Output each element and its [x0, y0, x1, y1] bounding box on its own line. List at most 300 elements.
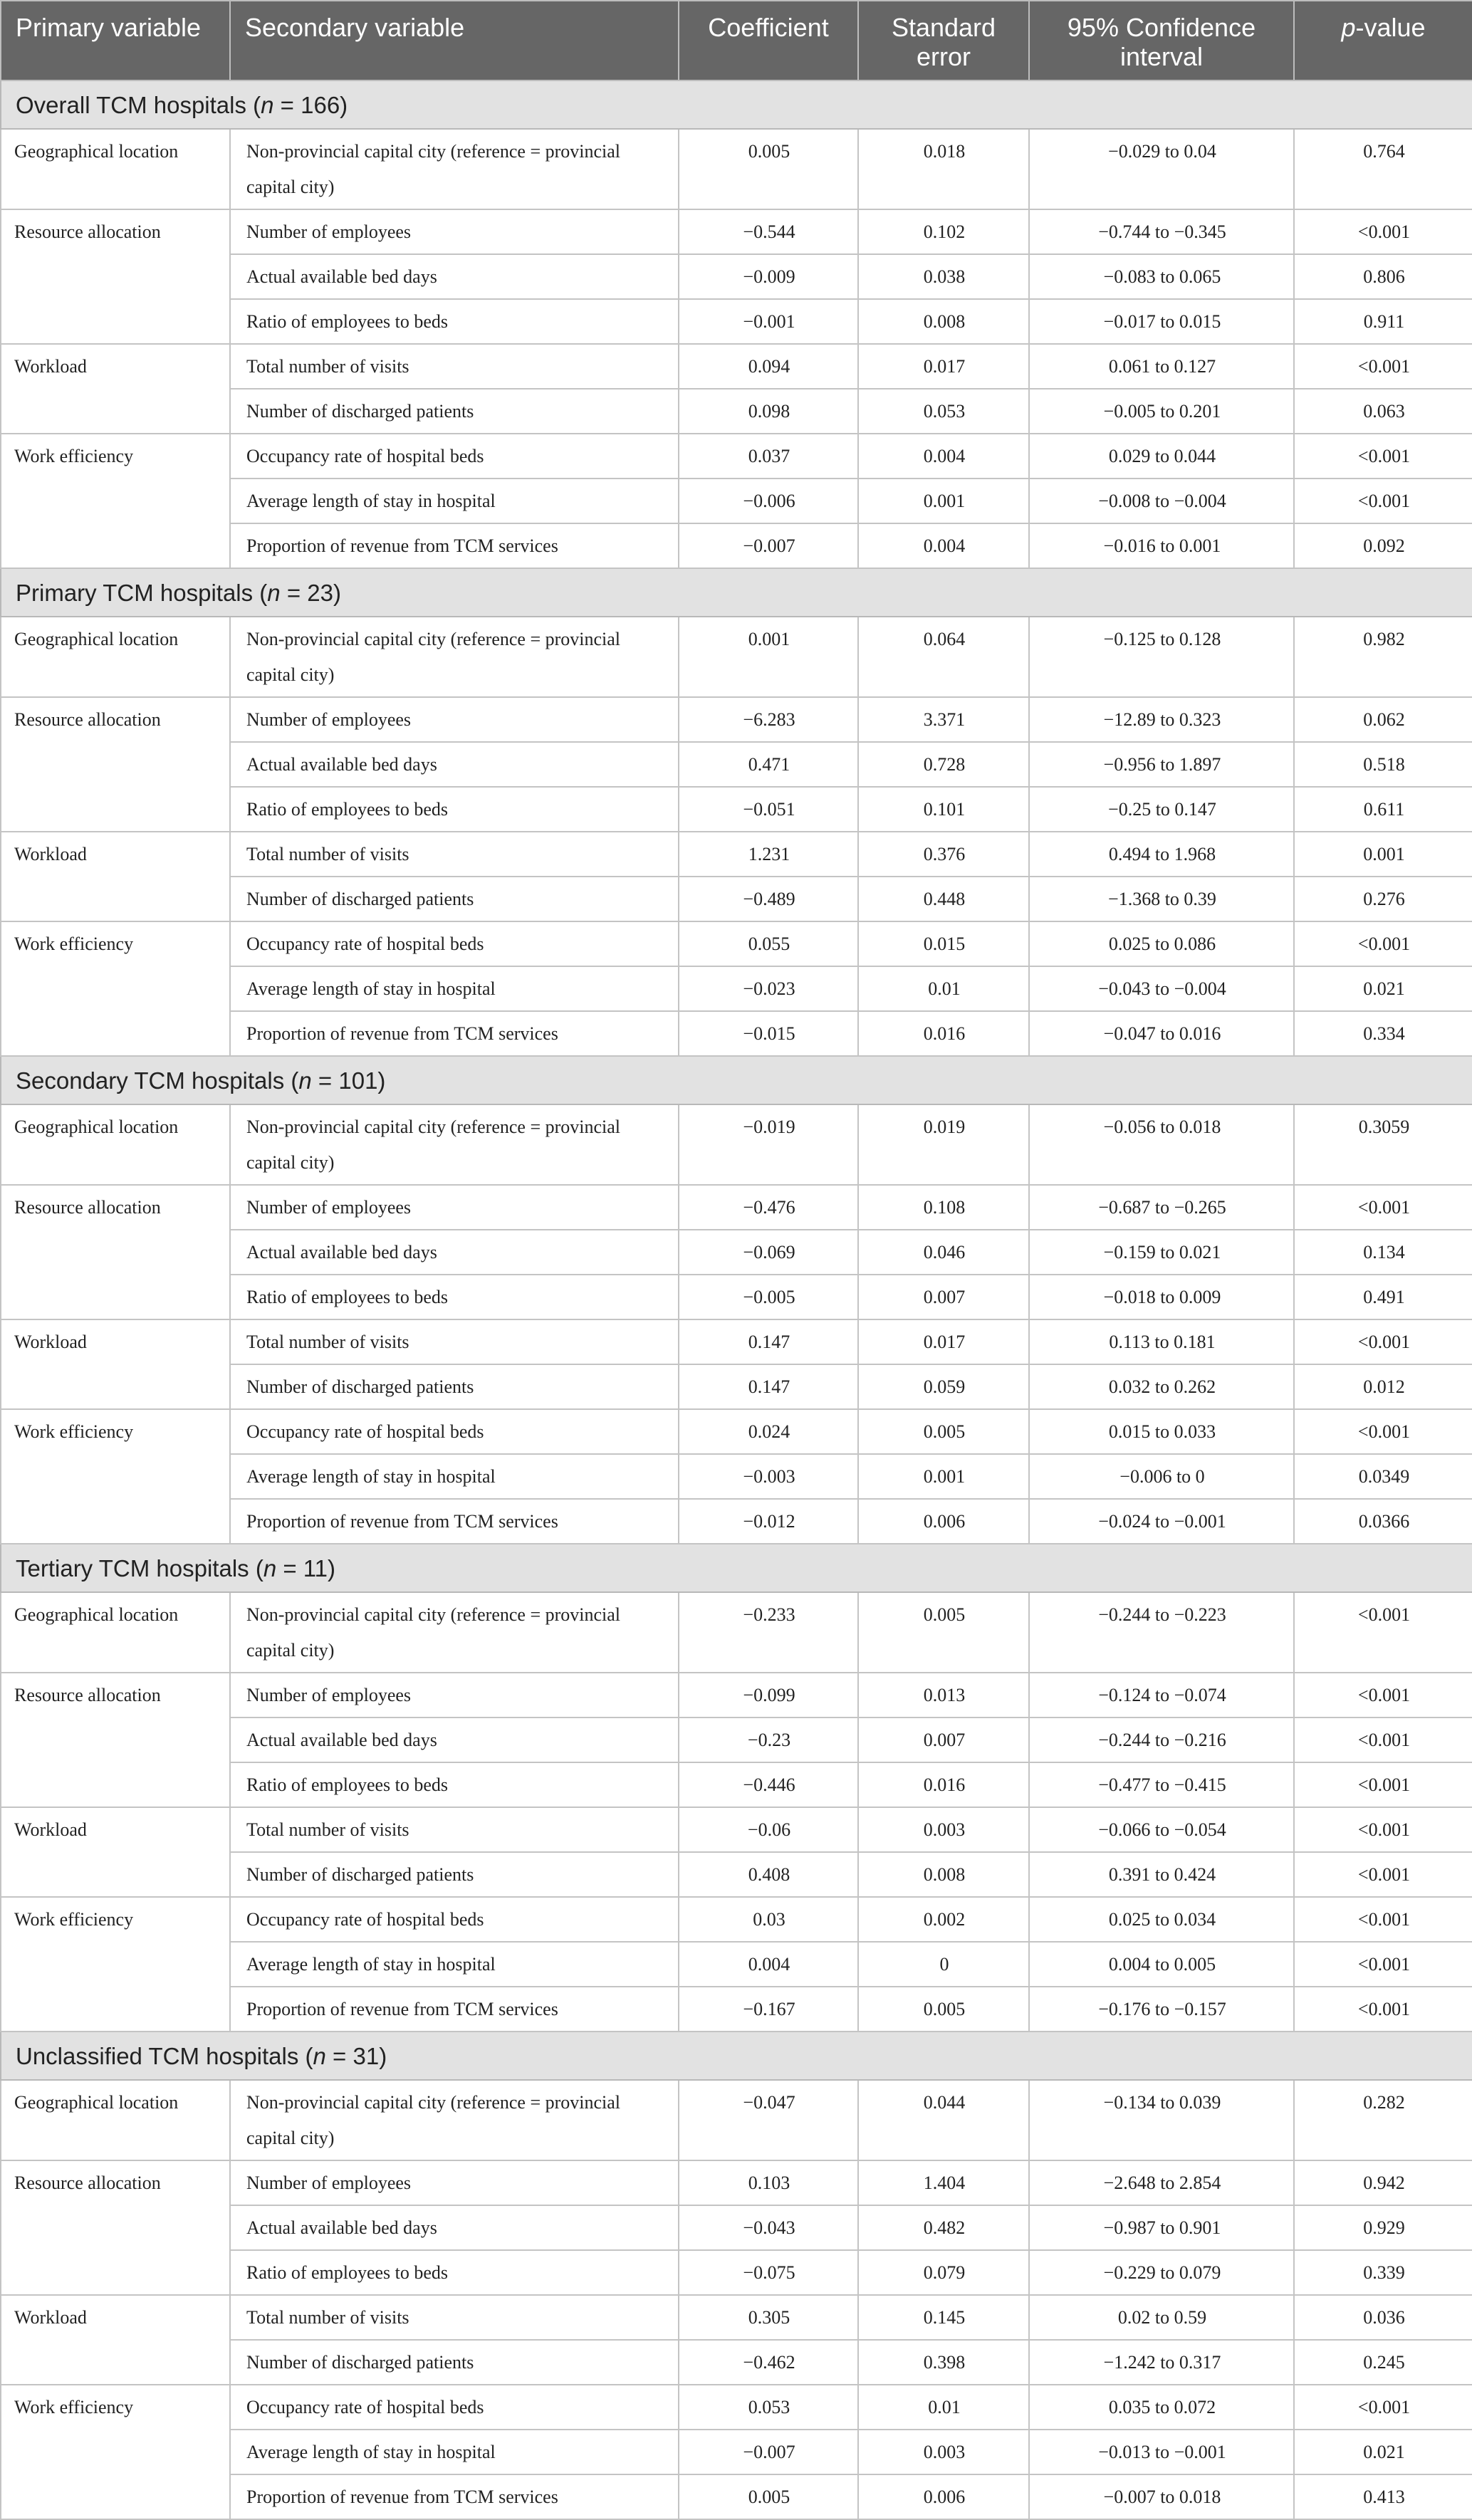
- standard-error-cell: 0.003: [858, 1807, 1029, 1852]
- confidence-interval-cell: −0.007 to 0.018: [1029, 2474, 1294, 2519]
- table-row: [1, 2160, 1472, 2205]
- secondary-variable-cell: Occupancy rate of hospital beds: [230, 1897, 679, 1942]
- secondary-variable-cell: Average length of stay in hospital: [230, 2430, 679, 2474]
- table-row: [1, 1319, 1472, 1364]
- secondary-variable-cell: Number of employees: [230, 1185, 679, 1230]
- p-value-cell: <0.001: [1294, 1897, 1472, 1942]
- section-title-n: n: [313, 2043, 326, 2069]
- p-value-cell: 0.334: [1294, 1011, 1472, 1056]
- confidence-interval-cell: −0.006 to 0: [1029, 1454, 1294, 1499]
- coefficient-cell: 0.055: [679, 921, 858, 966]
- table-row: [1, 2385, 1472, 2430]
- coefficient-cell: 0.147: [679, 1319, 858, 1364]
- table-row: [1, 617, 1472, 697]
- section-title: [1, 1544, 1472, 1592]
- p-value-cell: <0.001: [1294, 1319, 1472, 1364]
- p-value-cell: 0.021: [1294, 2430, 1472, 2474]
- section-title-prefix: Tertiary TCM hospitals (: [16, 1555, 263, 1581]
- header-p-value: [1294, 1, 1472, 80]
- secondary-variable-cell: Ratio of employees to beds: [230, 2250, 679, 2295]
- standard-error-cell: 0.017: [858, 1319, 1029, 1364]
- secondary-variable-cell: Actual available bed days: [230, 254, 679, 299]
- coefficient-cell: 0.053: [679, 2385, 858, 2430]
- section-header-row: [1, 568, 1472, 617]
- coefficient-cell: −0.023: [679, 966, 858, 1011]
- primary-variable-cell: Work efficiency: [1, 434, 230, 568]
- p-value-cell: 0.764: [1294, 129, 1472, 209]
- p-value-cell: 0.276: [1294, 877, 1472, 921]
- primary-variable-cell: Workload: [1, 832, 230, 921]
- confidence-interval-cell: −0.029 to 0.04: [1029, 129, 1294, 209]
- standard-error-cell: 0.005: [858, 1987, 1029, 2032]
- secondary-variable-cell: Number of discharged patients: [230, 877, 679, 921]
- confidence-interval-cell: −0.229 to 0.079: [1029, 2250, 1294, 2295]
- standard-error-cell: 0.018: [858, 129, 1029, 209]
- confidence-interval-cell: −0.687 to −0.265: [1029, 1185, 1294, 1230]
- standard-error-cell: 0: [858, 1942, 1029, 1987]
- standard-error-cell: 0.064: [858, 617, 1029, 697]
- standard-error-cell: 0.001: [858, 1454, 1029, 1499]
- confidence-interval-cell: 0.025 to 0.086: [1029, 921, 1294, 966]
- secondary-variable-cell: Total number of visits: [230, 1807, 679, 1852]
- confidence-interval-cell: −0.016 to 0.001: [1029, 523, 1294, 568]
- standard-error-cell: 0.017: [858, 344, 1029, 389]
- header-ci-line1: 95% Confidence: [1067, 13, 1256, 42]
- p-value-cell: <0.001: [1294, 209, 1472, 254]
- secondary-variable-cell: Number of employees: [230, 697, 679, 742]
- table-row: [1, 1807, 1472, 1852]
- standard-error-cell: 0.059: [858, 1364, 1029, 1409]
- confidence-interval-cell: 0.032 to 0.262: [1029, 1364, 1294, 1409]
- p-value-cell: 0.282: [1294, 2080, 1472, 2160]
- p-value-cell: <0.001: [1294, 1673, 1472, 1718]
- secondary-variable-cell: Proportion of revenue from TCM services: [230, 1499, 679, 1544]
- standard-error-cell: 0.108: [858, 1185, 1029, 1230]
- table-row: [1, 1592, 1472, 1673]
- confidence-interval-cell: 0.015 to 0.033: [1029, 1409, 1294, 1454]
- p-value-cell: <0.001: [1294, 1409, 1472, 1454]
- section-title-count: = 31): [325, 2043, 387, 2069]
- standard-error-cell: 0.044: [858, 2080, 1029, 2160]
- table-row: [1, 209, 1472, 254]
- primary-variable-cell: Workload: [1, 2295, 230, 2385]
- p-value-cell: 0.806: [1294, 254, 1472, 299]
- table-row: [1, 1673, 1472, 1718]
- secondary-variable-cell: Average length of stay in hospital: [230, 1454, 679, 1499]
- standard-error-cell: 0.053: [858, 389, 1029, 434]
- section-title-prefix: Unclassified TCM hospitals (: [16, 2043, 313, 2069]
- confidence-interval-cell: −0.056 to 0.018: [1029, 1104, 1294, 1185]
- confidence-interval-cell: 0.391 to 0.424: [1029, 1852, 1294, 1897]
- standard-error-cell: 0.728: [858, 742, 1029, 787]
- primary-variable-cell: Geographical location: [1, 1592, 230, 1673]
- header-coefficient: Coefficient: [679, 1, 858, 80]
- secondary-variable-cell: Occupancy rate of hospital beds: [230, 434, 679, 479]
- standard-error-cell: 0.016: [858, 1011, 1029, 1056]
- coefficient-cell: −0.544: [679, 209, 858, 254]
- standard-error-cell: 0.007: [858, 1275, 1029, 1319]
- coefficient-cell: −0.007: [679, 523, 858, 568]
- p-value-cell: 0.0366: [1294, 1499, 1472, 1544]
- coefficient-cell: 0.103: [679, 2160, 858, 2205]
- standard-error-cell: 0.015: [858, 921, 1029, 966]
- p-value-cell: 0.518: [1294, 742, 1472, 787]
- standard-error-cell: 0.038: [858, 254, 1029, 299]
- confidence-interval-cell: −0.005 to 0.201: [1029, 389, 1294, 434]
- confidence-interval-cell: −0.018 to 0.009: [1029, 1275, 1294, 1319]
- standard-error-cell: 3.371: [858, 697, 1029, 742]
- coefficient-cell: −0.462: [679, 2340, 858, 2385]
- section-header-row: [1, 1544, 1472, 1592]
- secondary-variable-cell: Non-provincial capital city (reference = provincial capital city): [230, 617, 679, 697]
- confidence-interval-cell: 0.004 to 0.005: [1029, 1942, 1294, 1987]
- secondary-variable-cell: Ratio of employees to beds: [230, 1762, 679, 1807]
- coefficient-cell: −0.047: [679, 2080, 858, 2160]
- coefficient-cell: 0.024: [679, 1409, 858, 1454]
- secondary-variable-cell: Occupancy rate of hospital beds: [230, 2385, 679, 2430]
- section-title: [1, 568, 1472, 617]
- confidence-interval-cell: −0.477 to −0.415: [1029, 1762, 1294, 1807]
- standard-error-cell: 0.004: [858, 523, 1029, 568]
- confidence-interval-cell: −0.134 to 0.039: [1029, 2080, 1294, 2160]
- p-value-cell: 0.982: [1294, 617, 1472, 697]
- p-value-cell: 0.012: [1294, 1364, 1472, 1409]
- p-value-cell: 0.611: [1294, 787, 1472, 832]
- coefficient-cell: −0.006: [679, 479, 858, 523]
- section-title: [1, 2032, 1472, 2080]
- p-value-cell: 0.491: [1294, 1275, 1472, 1319]
- confidence-interval-cell: 0.025 to 0.034: [1029, 1897, 1294, 1942]
- confidence-interval-cell: −0.956 to 1.897: [1029, 742, 1294, 787]
- coefficient-cell: 0.005: [679, 2474, 858, 2519]
- coefficient-cell: −0.489: [679, 877, 858, 921]
- primary-variable-cell: Work efficiency: [1, 1897, 230, 2032]
- p-value-cell: <0.001: [1294, 1718, 1472, 1762]
- secondary-variable-cell: Number of discharged patients: [230, 1364, 679, 1409]
- p-value-cell: 0.911: [1294, 299, 1472, 344]
- standard-error-cell: 0.005: [858, 1592, 1029, 1673]
- standard-error-cell: 0.019: [858, 1104, 1029, 1185]
- primary-variable-cell: Workload: [1, 1319, 230, 1409]
- primary-variable-cell: Geographical location: [1, 2080, 230, 2160]
- p-value-cell: <0.001: [1294, 1592, 1472, 1673]
- section-header-row: [1, 1056, 1472, 1104]
- coefficient-cell: 0.098: [679, 389, 858, 434]
- secondary-variable-cell: Total number of visits: [230, 2295, 679, 2340]
- secondary-variable-cell: Non-provincial capital city (reference = provincial capital city): [230, 129, 679, 209]
- confidence-interval-cell: 0.494 to 1.968: [1029, 832, 1294, 877]
- standard-error-cell: 0.008: [858, 299, 1029, 344]
- standard-error-cell: 0.008: [858, 1852, 1029, 1897]
- secondary-variable-cell: Ratio of employees to beds: [230, 299, 679, 344]
- p-value-cell: 0.3059: [1294, 1104, 1472, 1185]
- secondary-variable-cell: Proportion of revenue from TCM services: [230, 1987, 679, 2032]
- coefficient-cell: −0.009: [679, 254, 858, 299]
- standard-error-cell: 0.482: [858, 2205, 1029, 2250]
- section-title-prefix: Overall TCM hospitals (: [16, 92, 261, 118]
- standard-error-cell: 0.448: [858, 877, 1029, 921]
- p-value-cell: <0.001: [1294, 434, 1472, 479]
- table-row: [1, 921, 1472, 966]
- coefficient-cell: −0.051: [679, 787, 858, 832]
- header-ci-line2: interval: [1119, 42, 1204, 71]
- standard-error-cell: 0.398: [858, 2340, 1029, 2385]
- standard-error-cell: 0.005: [858, 1409, 1029, 1454]
- standard-error-cell: 0.013: [858, 1673, 1029, 1718]
- secondary-variable-cell: Average length of stay in hospital: [230, 966, 679, 1011]
- table-row: [1, 1185, 1472, 1230]
- standard-error-cell: 0.01: [858, 966, 1029, 1011]
- table-row: [1, 832, 1472, 877]
- confidence-interval-cell: 0.02 to 0.59: [1029, 2295, 1294, 2340]
- secondary-variable-cell: Total number of visits: [230, 832, 679, 877]
- p-value-cell: 0.942: [1294, 2160, 1472, 2205]
- header-p-value-italic: p: [1341, 13, 1356, 42]
- p-value-cell: 0.001: [1294, 832, 1472, 877]
- secondary-variable-cell: Average length of stay in hospital: [230, 479, 679, 523]
- confidence-interval-cell: −2.648 to 2.854: [1029, 2160, 1294, 2205]
- section-title-count: = 166): [273, 92, 348, 118]
- p-value-cell: <0.001: [1294, 1987, 1472, 2032]
- header-standard-error: [858, 1, 1029, 80]
- primary-variable-cell: Resource allocation: [1, 1185, 230, 1319]
- secondary-variable-cell: Number of employees: [230, 1673, 679, 1718]
- header-secondary-variable: Secondary variable: [230, 1, 679, 80]
- p-value-cell: 0.134: [1294, 1230, 1472, 1275]
- confidence-interval-cell: −0.176 to −0.157: [1029, 1987, 1294, 2032]
- confidence-interval-cell: −0.244 to −0.223: [1029, 1592, 1294, 1673]
- coefficient-cell: −0.23: [679, 1718, 858, 1762]
- secondary-variable-cell: Ratio of employees to beds: [230, 787, 679, 832]
- p-value-cell: 0.245: [1294, 2340, 1472, 2385]
- standard-error-cell: 0.001: [858, 479, 1029, 523]
- coefficient-cell: −0.005: [679, 1275, 858, 1319]
- primary-variable-cell: Workload: [1, 1807, 230, 1897]
- coefficient-cell: −0.446: [679, 1762, 858, 1807]
- coefficient-cell: 0.408: [679, 1852, 858, 1897]
- coefficient-cell: −0.019: [679, 1104, 858, 1185]
- confidence-interval-cell: −12.89 to 0.323: [1029, 697, 1294, 742]
- confidence-interval-cell: −0.013 to −0.001: [1029, 2430, 1294, 2474]
- coefficient-cell: −6.283: [679, 697, 858, 742]
- standard-error-cell: 0.376: [858, 832, 1029, 877]
- p-value-cell: <0.001: [1294, 1185, 1472, 1230]
- header-standard-error-line1: Standard: [891, 13, 996, 42]
- header-standard-error-line2: error: [916, 42, 971, 71]
- section-title-n: n: [263, 1555, 277, 1581]
- p-value-cell: <0.001: [1294, 344, 1472, 389]
- confidence-interval-cell: −0.244 to −0.216: [1029, 1718, 1294, 1762]
- secondary-variable-cell: Ratio of employees to beds: [230, 1275, 679, 1319]
- confidence-interval-cell: 0.061 to 0.127: [1029, 344, 1294, 389]
- secondary-variable-cell: Total number of visits: [230, 1319, 679, 1364]
- p-value-cell: 0.0349: [1294, 1454, 1472, 1499]
- p-value-cell: <0.001: [1294, 479, 1472, 523]
- coefficient-cell: 0.004: [679, 1942, 858, 1987]
- coefficient-cell: 0.305: [679, 2295, 858, 2340]
- coefficient-cell: −0.233: [679, 1592, 858, 1673]
- table-row: [1, 434, 1472, 479]
- secondary-variable-cell: Total number of visits: [230, 344, 679, 389]
- coefficient-cell: −0.167: [679, 1987, 858, 2032]
- confidence-interval-cell: −0.017 to 0.015: [1029, 299, 1294, 344]
- coefficient-cell: −0.007: [679, 2430, 858, 2474]
- confidence-interval-cell: −0.047 to 0.016: [1029, 1011, 1294, 1056]
- header-confidence-interval: [1029, 1, 1294, 80]
- secondary-variable-cell: Number of discharged patients: [230, 2340, 679, 2385]
- coefficient-cell: 0.005: [679, 129, 858, 209]
- confidence-interval-cell: −0.024 to −0.001: [1029, 1499, 1294, 1544]
- coefficient-cell: −0.476: [679, 1185, 858, 1230]
- primary-variable-cell: Work efficiency: [1, 2385, 230, 2519]
- confidence-interval-cell: 0.035 to 0.072: [1029, 2385, 1294, 2430]
- confidence-interval-cell: −1.368 to 0.39: [1029, 877, 1294, 921]
- coefficient-cell: 0.03: [679, 1897, 858, 1942]
- header-p-value-rest: -value: [1355, 13, 1426, 42]
- secondary-variable-cell: Actual available bed days: [230, 1718, 679, 1762]
- secondary-variable-cell: Average length of stay in hospital: [230, 1942, 679, 1987]
- confidence-interval-cell: 0.029 to 0.044: [1029, 434, 1294, 479]
- secondary-variable-cell: Non-provincial capital city (reference = provincial capital city): [230, 2080, 679, 2160]
- section-title-prefix: Primary TCM hospitals (: [16, 580, 268, 606]
- p-value-cell: <0.001: [1294, 2385, 1472, 2430]
- standard-error-cell: 0.006: [858, 2474, 1029, 2519]
- secondary-variable-cell: Occupancy rate of hospital beds: [230, 1409, 679, 1454]
- secondary-variable-cell: Proportion of revenue from TCM services: [230, 2474, 679, 2519]
- coefficient-cell: 1.231: [679, 832, 858, 877]
- secondary-variable-cell: Actual available bed days: [230, 2205, 679, 2250]
- confidence-interval-cell: −0.043 to −0.004: [1029, 966, 1294, 1011]
- coefficient-cell: −0.06: [679, 1807, 858, 1852]
- standard-error-cell: 0.102: [858, 209, 1029, 254]
- p-value-cell: <0.001: [1294, 1807, 1472, 1852]
- standard-error-cell: 0.079: [858, 2250, 1029, 2295]
- confidence-interval-cell: −0.744 to −0.345: [1029, 209, 1294, 254]
- standard-error-cell: 0.007: [858, 1718, 1029, 1762]
- confidence-interval-cell: −0.125 to 0.128: [1029, 617, 1294, 697]
- table-row: [1, 2295, 1472, 2340]
- primary-variable-cell: Geographical location: [1, 617, 230, 697]
- secondary-variable-cell: Actual available bed days: [230, 742, 679, 787]
- primary-variable-cell: Geographical location: [1, 1104, 230, 1185]
- secondary-variable-cell: Proportion of revenue from TCM services: [230, 1011, 679, 1056]
- section-title: [1, 80, 1472, 129]
- section-title-count: = 101): [311, 1067, 386, 1094]
- secondary-variable-cell: Occupancy rate of hospital beds: [230, 921, 679, 966]
- p-value-cell: 0.092: [1294, 523, 1472, 568]
- primary-variable-cell: Resource allocation: [1, 209, 230, 344]
- table-row: [1, 1104, 1472, 1185]
- header-row: [1, 1, 1472, 80]
- confidence-interval-cell: −0.008 to −0.004: [1029, 479, 1294, 523]
- confidence-interval-cell: −0.083 to 0.065: [1029, 254, 1294, 299]
- section-header-row: [1, 80, 1472, 129]
- primary-variable-cell: Workload: [1, 344, 230, 434]
- primary-variable-cell: Geographical location: [1, 129, 230, 209]
- coefficient-cell: −0.043: [679, 2205, 858, 2250]
- table-body: [1, 80, 1472, 2519]
- p-value-cell: 0.062: [1294, 697, 1472, 742]
- section-title-n: n: [298, 1067, 312, 1094]
- section-title-prefix: Secondary TCM hospitals (: [16, 1067, 299, 1094]
- secondary-variable-cell: Number of discharged patients: [230, 1852, 679, 1897]
- confidence-interval-cell: −0.124 to −0.074: [1029, 1673, 1294, 1718]
- primary-variable-cell: Work efficiency: [1, 921, 230, 1056]
- p-value-cell: 0.036: [1294, 2295, 1472, 2340]
- section-title-n: n: [261, 92, 274, 118]
- coefficient-cell: −0.075: [679, 2250, 858, 2295]
- secondary-variable-cell: Number of employees: [230, 209, 679, 254]
- confidence-interval-cell: −0.159 to 0.021: [1029, 1230, 1294, 1275]
- coefficient-cell: 0.037: [679, 434, 858, 479]
- standard-error-cell: 0.01: [858, 2385, 1029, 2430]
- confidence-interval-cell: −0.25 to 0.147: [1029, 787, 1294, 832]
- coefficient-cell: −0.099: [679, 1673, 858, 1718]
- confidence-interval-cell: −0.066 to −0.054: [1029, 1807, 1294, 1852]
- coefficient-cell: 0.147: [679, 1364, 858, 1409]
- coefficient-cell: −0.001: [679, 299, 858, 344]
- table-row: [1, 2080, 1472, 2160]
- table-row: [1, 344, 1472, 389]
- primary-variable-cell: Work efficiency: [1, 1409, 230, 1544]
- coefficient-cell: 0.471: [679, 742, 858, 787]
- section-title: [1, 1056, 1472, 1104]
- standard-error-cell: 0.145: [858, 2295, 1029, 2340]
- secondary-variable-cell: Non-provincial capital city (reference = provincial capital city): [230, 1104, 679, 1185]
- standard-error-cell: 0.016: [858, 1762, 1029, 1807]
- p-value-cell: <0.001: [1294, 921, 1472, 966]
- secondary-variable-cell: Non-provincial capital city (reference = provincial capital city): [230, 1592, 679, 1673]
- confidence-interval-cell: −0.987 to 0.901: [1029, 2205, 1294, 2250]
- p-value-cell: 0.929: [1294, 2205, 1472, 2250]
- table-row: [1, 697, 1472, 742]
- primary-variable-cell: Resource allocation: [1, 697, 230, 832]
- table-row: [1, 1409, 1472, 1454]
- confidence-interval-cell: −1.242 to 0.317: [1029, 2340, 1294, 2385]
- p-value-cell: 0.063: [1294, 389, 1472, 434]
- coefficient-cell: 0.001: [679, 617, 858, 697]
- table-header: [1, 1, 1472, 80]
- coefficient-cell: −0.003: [679, 1454, 858, 1499]
- confidence-interval-cell: 0.113 to 0.181: [1029, 1319, 1294, 1364]
- section-title-n: n: [267, 580, 281, 606]
- p-value-cell: <0.001: [1294, 1852, 1472, 1897]
- p-value-cell: 0.021: [1294, 966, 1472, 1011]
- section-header-row: [1, 2032, 1472, 2080]
- coefficient-cell: −0.069: [679, 1230, 858, 1275]
- coefficient-cell: 0.094: [679, 344, 858, 389]
- table-row: [1, 1897, 1472, 1942]
- p-value-cell: 0.339: [1294, 2250, 1472, 2295]
- p-value-cell: 0.413: [1294, 2474, 1472, 2519]
- primary-variable-cell: Resource allocation: [1, 2160, 230, 2295]
- header-primary-variable: Primary variable: [1, 1, 230, 80]
- p-value-cell: <0.001: [1294, 1762, 1472, 1807]
- standard-error-cell: 1.404: [858, 2160, 1029, 2205]
- p-value-cell: <0.001: [1294, 1942, 1472, 1987]
- secondary-variable-cell: Number of discharged patients: [230, 389, 679, 434]
- table-row: [1, 129, 1472, 209]
- secondary-variable-cell: Number of employees: [230, 2160, 679, 2205]
- standard-error-cell: 0.004: [858, 434, 1029, 479]
- section-title-count: = 23): [280, 580, 341, 606]
- standard-error-cell: 0.046: [858, 1230, 1029, 1275]
- secondary-variable-cell: Actual available bed days: [230, 1230, 679, 1275]
- section-title-count: = 11): [276, 1555, 336, 1581]
- coefficient-cell: −0.012: [679, 1499, 858, 1544]
- secondary-variable-cell: Proportion of revenue from TCM services: [230, 523, 679, 568]
- primary-variable-cell: Resource allocation: [1, 1673, 230, 1807]
